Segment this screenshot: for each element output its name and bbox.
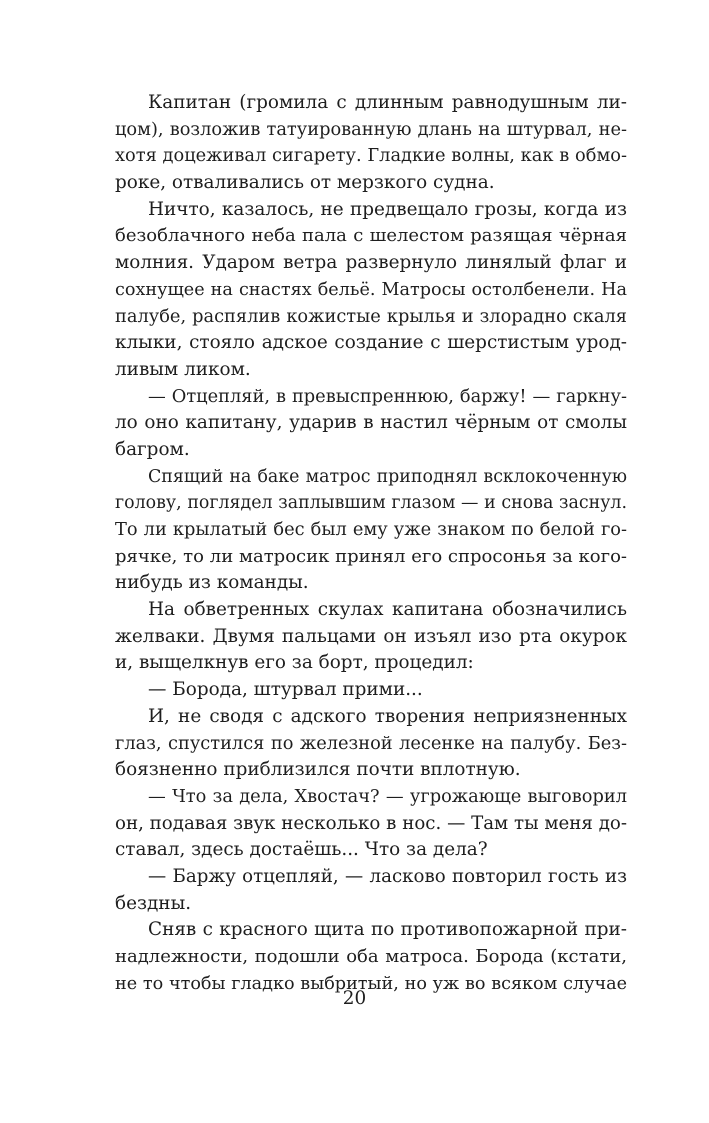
text-line: не то чтобы гладко выбритый, но уж во всяком случае [115,973,627,994]
text-line: надлежности, подошли оба матроса. Борода (кстати, [115,946,627,967]
text-line: и, выщелкнув его за борт, процедил: [115,652,474,674]
text-line: багром. [115,438,190,460]
text-line: Сняв с красного щита по противопожарной при- [148,919,627,941]
text-line: сохнущее на снастях бельё. Матросы остолбенели. На [115,279,627,300]
text-line: голову, поглядел заплывшим глазом — и снова заснул. [115,493,627,514]
text-line: — Отцепляй, в превыспреннюю, баржу! — гаркну- [148,385,627,407]
text-line: Спящий на баке матрос приподнял всклокоченную [148,466,627,487]
text-line: желваки. Двумя пальцами он изъял изо рта окурок [115,625,627,647]
text-line: На обветренных скулах капитана обозначились [148,599,627,621]
text-line: ставал, здесь достаёшь... Что за дела? [115,839,488,861]
text-line: То ли крылатый бес был ему уже знаком по белой го- [115,519,627,540]
text-line: ло оно капитану, ударив в настил чёрным от смолы [115,412,627,434]
text-line: безоблачного неба пала с шелестом разящая чёрная [115,225,627,247]
text-line: нибудь из команды. [115,572,309,594]
text-line: глаз, спустился по железной лесенке на палубу. Без- [115,732,627,754]
text-line: молния. Ударом ветра развернуло линялый флаг и [115,252,627,274]
text-line: хотя доцеживал сигарету. Гладкие волны, как в обмо- [115,145,627,167]
text-line: он, подавая звук несколько в нос. — Там ты меня до- [115,812,627,834]
text-line: цом), возложив татуированную длань на штурвал, не- [115,118,627,140]
text-line: — Баржу отцепляй, — ласково повторил гость из [148,865,627,887]
text-line: Ничто, казалось, не предвещало грозы, когда из [148,198,627,220]
text-line: — Что за дела, Хвостач? — угрожающе выговорил [148,785,627,807]
page-number: 20 [342,988,367,1009]
text-line: ливым ликом. [115,358,251,380]
text-line: — Борода, штурвал прими... [148,679,423,701]
text-line: роке, отваливались от мерзкого судна. [115,172,495,194]
body-text [115,90,627,997]
text-line: И, не сводя с адского творения неприязненных [148,705,627,727]
text-line: боязненно приблизился почти вплотную. [115,759,521,781]
text-line: клыки, стояло адское создание с шерстистым урод- [115,332,627,354]
text-line: рячке, то ли матросик принял его спросонья за кого- [115,545,627,567]
text-line: Капитан (громила с длинным равнодушным ли- [148,92,627,113]
text-line: бездны. [115,892,192,914]
text-line: палубе, распялив кожистые крылья и злорадно скаля [115,305,627,327]
